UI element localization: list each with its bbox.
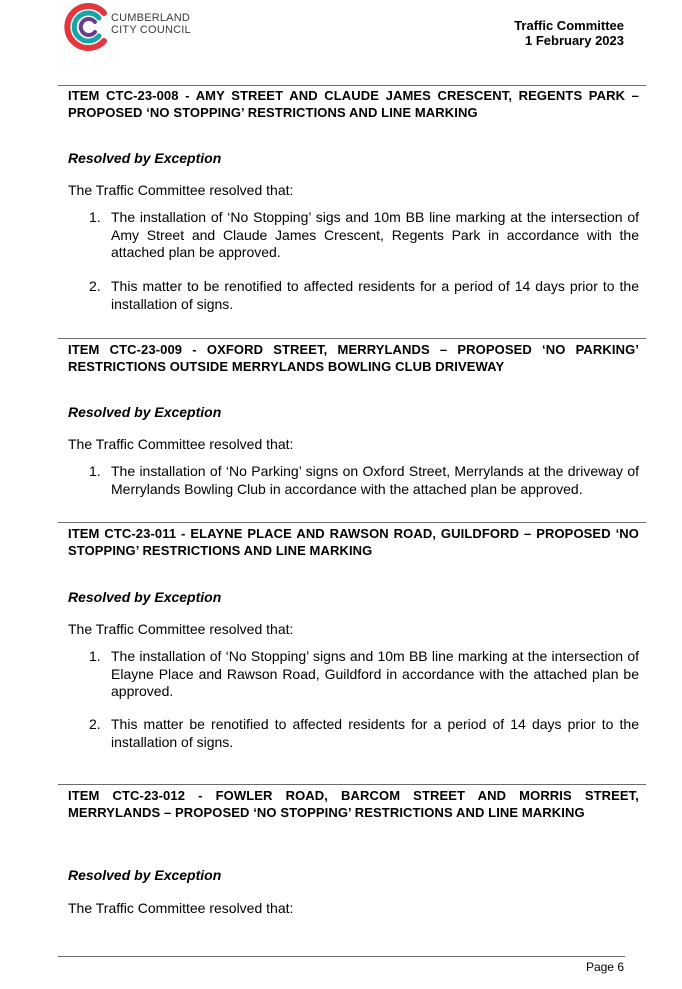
resolution-intro: The Traffic Committee resolved that: bbox=[68, 900, 294, 916]
point-number: 1. bbox=[89, 463, 101, 479]
item-divider bbox=[58, 522, 646, 523]
item-title: ITEM CTC-23-011 - ELAYNE PLACE AND RAWSON ROAD, GUILDFORD – PROPOSED ‘NO STOPPING’ RESTRICTIONS AND LINE MARKING bbox=[68, 526, 639, 558]
footer-divider bbox=[58, 956, 625, 957]
resolution-point bbox=[89, 278, 639, 313]
point-text: The installation of ‘No Stopping’ sigs and 10m BB line marking at the intersection of Amy Street and Claude James Crescent, Regents Park in accordance with the attached plan be approved. bbox=[111, 209, 639, 260]
resolution-point bbox=[89, 648, 639, 701]
page-number: Page 6 bbox=[585, 960, 624, 974]
council-logo-icon bbox=[61, 0, 111, 54]
resolution-intro: The Traffic Committee resolved that: bbox=[68, 436, 294, 452]
item-divider bbox=[58, 85, 646, 86]
council-name bbox=[111, 12, 191, 36]
point-number: 2. bbox=[89, 278, 101, 294]
resolution-point bbox=[89, 463, 639, 498]
item-title: ITEM CTC-23-008 - AMY STREET AND CLAUDE JAMES CRESCENT, REGENTS PARK – PROPOSED ‘NO STOPPING’ RESTRICTIONS AND LINE MARKING bbox=[68, 88, 639, 120]
council-logo bbox=[61, 0, 211, 54]
document-date: 1 February 2023 bbox=[524, 33, 624, 48]
point-number: 2. bbox=[89, 716, 101, 732]
council-name-line1: CUMBERLAND bbox=[111, 12, 191, 24]
document-header bbox=[514, 18, 624, 48]
resolution-intro: The Traffic Committee resolved that: bbox=[68, 182, 294, 198]
document-title: Traffic Committee bbox=[514, 18, 624, 33]
resolved-heading: Resolved by Exception bbox=[68, 589, 222, 605]
item-divider bbox=[58, 784, 646, 785]
item-divider bbox=[58, 338, 646, 339]
resolution-point bbox=[89, 209, 639, 262]
council-name-line2: CITY COUNCIL bbox=[111, 24, 191, 36]
point-text: The installation of ‘No Stopping’ signs and 10m BB line marking at the intersection of Elayne Place and Rawson Road, Guildford in accordance with the attached plan be approved. bbox=[111, 648, 639, 699]
point-text: The installation of ‘No Parking’ signs on Oxford Street, Merrylands at the driveway of Merrylands Bowling Club in accordance with the attached plan be approved. bbox=[111, 463, 639, 497]
point-text: This matter to be renotified to affected residents for a period of 14 days prior to the installation of signs. bbox=[111, 278, 639, 312]
resolved-heading: Resolved by Exception bbox=[68, 404, 222, 420]
point-number: 1. bbox=[89, 209, 101, 225]
resolution-point bbox=[89, 716, 639, 751]
resolution-intro: The Traffic Committee resolved that: bbox=[68, 621, 294, 637]
item-title: ITEM CTC-23-009 - OXFORD STREET, MERRYLANDS – PROPOSED ‘NO PARKING’ RESTRICTIONS OUTSIDE MERRYLANDS BOWLING CLUB DRIVEWAY bbox=[68, 342, 639, 374]
resolved-heading: Resolved by Exception bbox=[68, 867, 222, 883]
point-text: This matter be renotified to affected residents for a period of 14 days prior to the installation of signs. bbox=[111, 716, 639, 750]
item-title: ITEM CTC-23-012 - FOWLER ROAD, BARCOM STREET AND MORRIS STREET, MERRYLANDS – PROPOSED ‘NO STOPPING’ RESTRICTIONS AND LINE MARKING bbox=[68, 788, 639, 820]
point-number: 1. bbox=[89, 648, 101, 664]
resolved-heading: Resolved by Exception bbox=[68, 150, 222, 166]
